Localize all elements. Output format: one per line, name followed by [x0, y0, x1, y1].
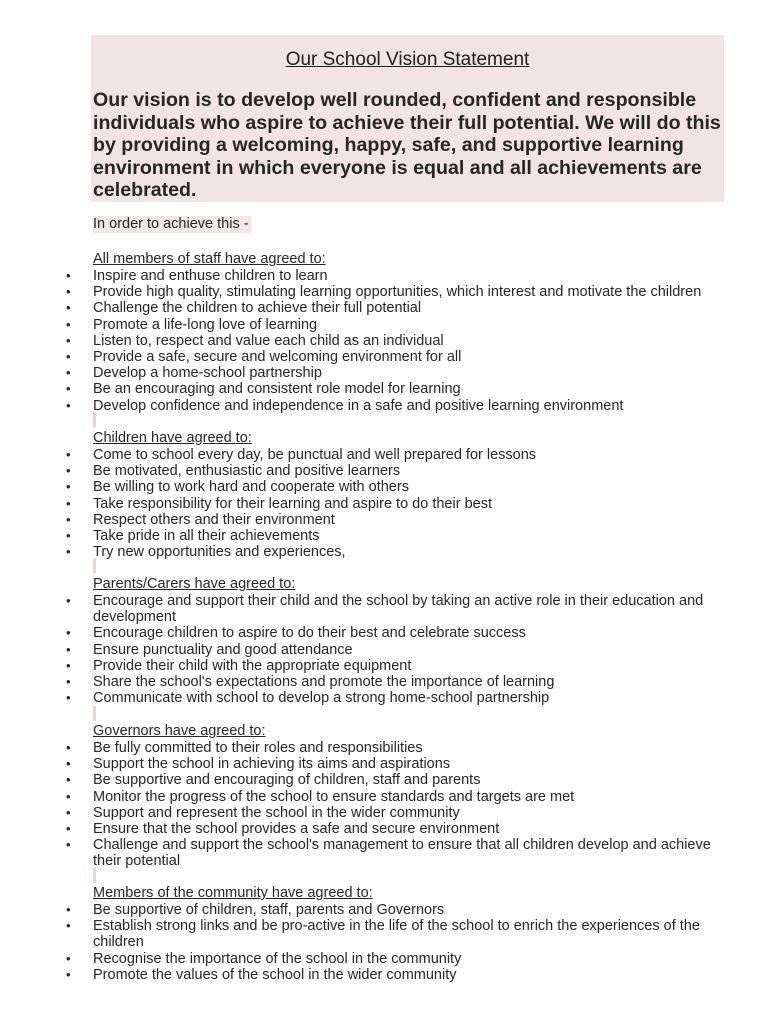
section-separator — [93, 412, 96, 427]
list-item: • Share the school's expectations and promote the importance of learning — [0, 674, 768, 690]
list-item: • Support the school in achieving its aims and aspirations — [0, 756, 768, 772]
list-item: • Encourage and support their child and the school by taking an active role in their education and development — [0, 593, 768, 625]
list-item: • Support and represent the school in the wider community — [0, 805, 768, 821]
list-item: • Ensure punctuality and good attendance — [0, 642, 768, 658]
list-item: • Ensure that the school provides a safe and secure environment — [0, 821, 768, 837]
community-section — [0, 885, 768, 983]
section-heading: All members of staff have agreed to: — [93, 251, 326, 267]
list-item: • Challenge the children to achieve their full potential — [0, 300, 768, 316]
list-item: • Try new opportunities and experiences, — [0, 544, 768, 560]
list-item: • Challenge and support the school's management to ensure that all children develop and achieve their potential — [0, 837, 768, 869]
governors-section — [0, 723, 768, 870]
list-item: • Develop a home-school partnership — [0, 365, 768, 381]
list-item: • Encourage children to aspire to do their best and celebrate success — [0, 625, 768, 641]
staff-section — [0, 251, 768, 414]
list-item: • Communicate with school to develop a strong home-school partnership — [0, 690, 768, 706]
list-item: • Be motivated, enthusiastic and positive learners — [0, 463, 768, 479]
list-item: • Listen to, respect and value each child as an individual — [0, 333, 768, 349]
community-list — [0, 902, 768, 983]
children-list — [0, 447, 768, 560]
children-section — [0, 430, 768, 560]
list-item: • Provide a safe, secure and welcoming environment for all — [0, 349, 768, 365]
list-item: • Take responsibility for their learning and aspire to do their best — [0, 496, 768, 512]
vision-statement: Our vision is to develop well rounded, confident and responsible individuals who aspire to achieve their full potential. We will do this by providing a welcoming, happy, safe, and supportive learning environment in which everyone is equal and all achievements are celebrated. — [93, 89, 721, 201]
list-item: • Come to school every day, be punctual and well prepared for lessons — [0, 447, 768, 463]
list-item: • Monitor the progress of the school to ensure standards and targets are met — [0, 789, 768, 805]
parents-section — [0, 576, 768, 706]
list-item: • Respect others and their environment — [0, 512, 768, 528]
list-item: • Be willing to work hard and cooperate with others — [0, 479, 768, 495]
list-item: • Be an encouraging and consistent role model for learning — [0, 381, 768, 397]
section-heading: Children have agreed to: — [93, 430, 252, 446]
list-item: • Be supportive and encouraging of children, staff and parents — [0, 772, 768, 788]
governors-list — [0, 740, 768, 870]
page-title: Our School Vision Statement — [285, 49, 530, 70]
list-item: • Be fully committed to their roles and responsibilities — [0, 740, 768, 756]
section-heading: Governors have agreed to: — [93, 723, 266, 739]
list-item: • Provide their child with the appropriate equipment — [0, 658, 768, 674]
list-item: • Take pride in all their achievements — [0, 528, 768, 544]
list-item: • Promote a life-long love of learning — [0, 317, 768, 333]
section-heading: Parents/Carers have agreed to: — [93, 576, 296, 592]
list-item: • Develop confidence and independence in a safe and positive learning environment — [0, 398, 768, 414]
section-separator — [93, 706, 96, 721]
list-item: • Be supportive of children, staff, parents and Governors — [0, 902, 768, 918]
section-separator — [93, 868, 96, 883]
staff-list — [0, 268, 768, 414]
intro-text: In order to achieve this - — [93, 216, 249, 232]
parents-list — [0, 593, 768, 706]
list-item: • Establish strong links and be pro-active in the life of the school to enrich the experiences of the children — [0, 918, 768, 950]
list-item: • Inspire and enthuse children to learn — [0, 268, 768, 284]
list-item: • Provide high quality, stimulating learning opportunities, which interest and motivate the children — [0, 284, 768, 300]
section-heading: Members of the community have agreed to: — [93, 885, 373, 901]
list-item: • Promote the values of the school in the wider community — [0, 967, 768, 983]
list-item: • Recognise the importance of the school in the community — [0, 951, 768, 967]
